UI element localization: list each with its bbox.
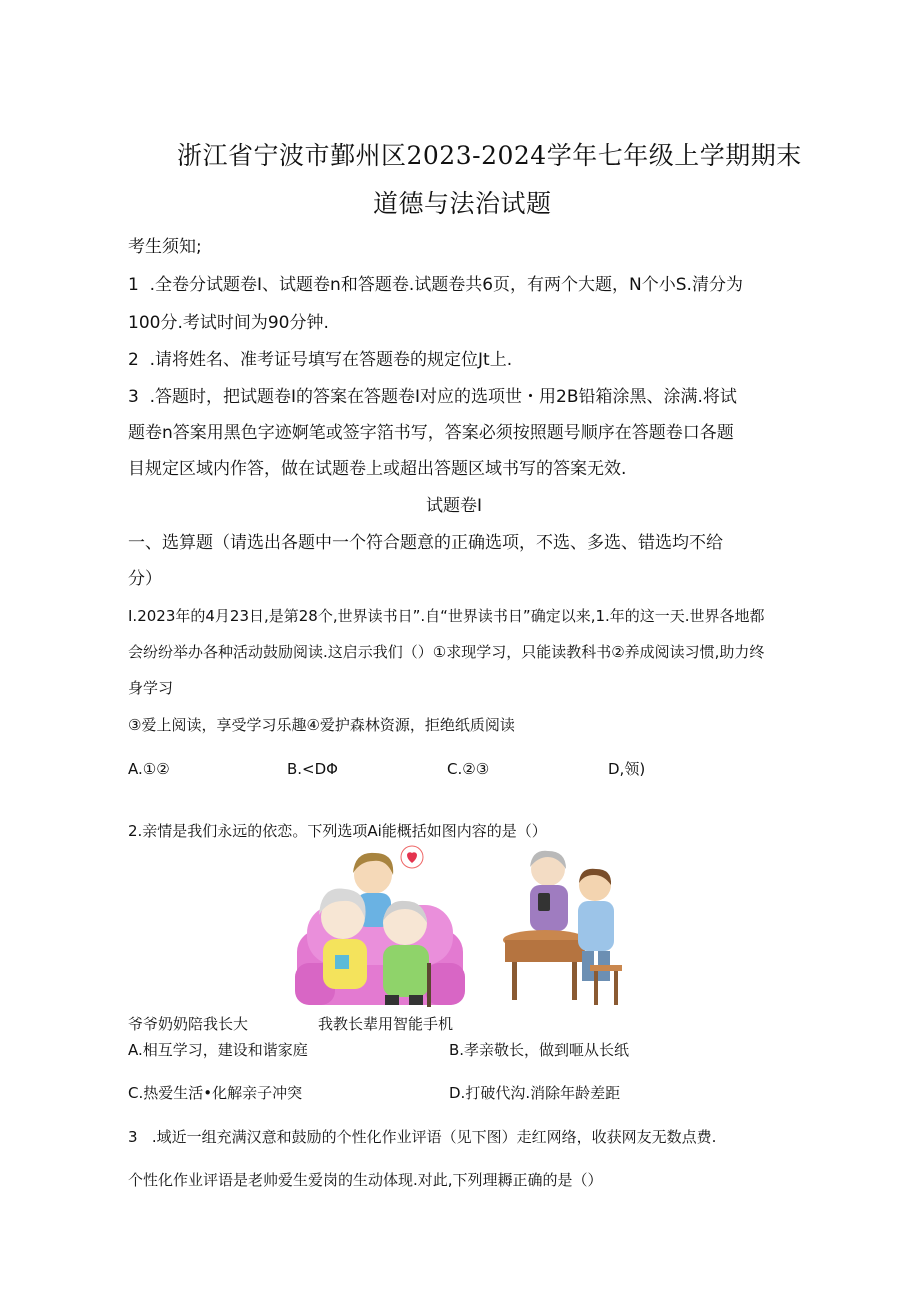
notice-item: 目规定区域内作答，做在试题卷上或超出答题区域书写的答案无效. [128, 459, 627, 479]
q2-stem: 2.亲情是我们永远的依恋。下列选项Ai能概括如图内容的是（） [128, 822, 547, 840]
q1-stem-line3: 身学习 [128, 679, 174, 697]
q1-stem-line1: I.2023年的4月23日,是第28个,世界读书日”.自“世界读书日”确定以来,1.年的这一天.世界各地都 [128, 607, 765, 625]
notice-item: 2 .请将姓名、准考证号填写在答题卷的规定位Jt上. [128, 350, 513, 370]
q1-stem-line4: ③爱上阅读，享受学习乐趣④爱护森林资源，拒绝纸质阅读 [128, 716, 515, 734]
section-heading: 试题卷I [426, 496, 483, 516]
part1-instructions-line1: 一、选算题（请选出各题中一个符合题意的正确选项，不选、多选、错选均不给 [128, 533, 723, 553]
page-title-line2: 道德与法治试题 [373, 189, 552, 218]
page-title-line1: 浙江省宁波市鄞州区2023-2024学年七年级上学期期末 [177, 141, 802, 170]
q2-caption-right: 我教长辈用智能手机 [318, 1015, 454, 1033]
q1-option-c: C.②③ [447, 760, 490, 778]
notice-item: 题卷n答案用黑色字迹婀笔或签字箔书写，答案必须按照题号顺序在答题卷口各题 [128, 423, 734, 443]
q2-option-d: D.打破代沟.消除年龄差距 [449, 1084, 621, 1102]
q2-option-b: B.孝亲敬长，做到咂从长纸 [449, 1041, 630, 1059]
notice-heading: 考生须知; [128, 237, 202, 257]
notice-item: 3 .答题时，把试题卷I的答案在答题卷I对应的选项世・用2B铅箱涂黑、涂满.将试 [128, 387, 737, 407]
q1-option-d: D,领) [608, 760, 646, 778]
part1-instructions-line2: 分） [128, 569, 162, 589]
q1-stem-line2: 会纷纷举办各种活动鼓励阅读.这启示我们（）①求现学习，只能读教科书②养成阅读习惯,助力终 [128, 643, 765, 661]
q2-option-c: C.热爱生活•化解亲子冲突 [128, 1084, 303, 1102]
grandparents-illustration [295, 845, 465, 1010]
notice-item: 100分.考试时间为90分钟. [128, 313, 329, 333]
q3-stem-line2: 个性化作业评语是老帅爱生爱岗的生动体现.对此,下列理耨正确的是（） [128, 1171, 603, 1189]
q1-option-b: B.<DΦ [287, 760, 338, 778]
q2-caption-left: 爷爷奶奶陪我长大 [128, 1015, 249, 1033]
q3-stem-line1: 3 .域近一组充满汉意和鼓励的个性化作业评语（见下图）走红网络，收获网友无数点费. [128, 1128, 717, 1146]
notice-item: 1 .全卷分试题卷I、试题卷n和答题卷.试题卷共6页，有两个大题，N个小S.清分为 [128, 275, 743, 295]
q1-option-a: A.①② [128, 760, 170, 778]
smartphone-teaching-illustration [490, 845, 625, 1010]
q2-option-a: A.相互学习，建设和谐家庭 [128, 1041, 308, 1059]
